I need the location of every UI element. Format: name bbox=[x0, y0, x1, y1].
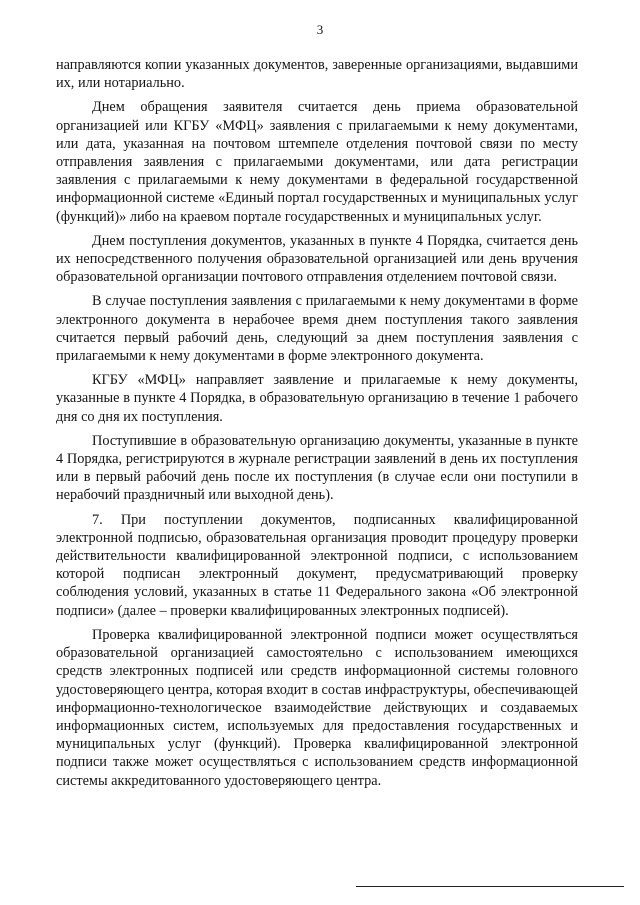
paragraph-mfc-forwarding: КГБУ «МФЦ» направляет заявление и прилагаемые к нему документы, указанные в пункте 4 Порядка, в образовательную организацию в течение 1 рабочего дня со дня их поступления. bbox=[56, 372, 578, 425]
paragraph-signature-verification: Проверка квалифицированной электронной подписи может осуществляться образовательной организацией самостоятельно с использованием имеющихся средств электронных подписей или средств информационной системы головного удостоверяющего центра, которая входит в состав инфраструктуры, обеспечивающей информационно-технологическое взаимодействие действующих и создаваемых информационных систем, используемых для предоставления государственных и муниципальных услуг (функций). Проверка квалифицированной электронной подписи также может осуществляться с использованием средств информационной системы аккредитованного удостоверяющего центра. bbox=[56, 626, 578, 789]
paragraph-receipt-date: Днем поступления документов, указанных в пункте 4 Порядка, считается день их непосредственного получения образовательной организацией или день вручения образовательной организации почтового отправления отделением почтовой связи. bbox=[56, 232, 578, 286]
page-number: 3 bbox=[316, 22, 324, 37]
paragraph-electronic-nonworking: В случае поступления заявления с прилагаемыми к нему документами в форме электронного документа в нерабочее время днем поступления такого заявления считается первый рабочий день, следующий за днем поступления заявления с прилагаемыми к нему документами в форме электронного документа. bbox=[56, 293, 578, 365]
paragraph-copies: направляются копии указанных документов, заверенные организациями, выдавшими их, или нотариально. bbox=[56, 57, 578, 92]
footer-divider bbox=[356, 886, 624, 887]
paragraph-registration: Поступившие в образовательную организацию документы, указанные в пункте 4 Порядка, регистрируются в журнале регистрации заявлений в день их поступления или в первый рабочий день после их поступления (в случае если они поступили в нерабочий праздничный или выходной день). bbox=[56, 432, 578, 504]
paragraph-application-date: Днем обращения заявителя считается день приема образовательной организацией или КГБУ «МФЦ» заявления с прилагаемыми к нему документами, или дата, указанная на почтовом штемпеле отделения почтовой связи по месту отправления заявления с прилагаемыми документами, или дата регистрации заявления с прилагаемыми к нему документами в федеральной государственной информационной системе «Единый портал государственных и муниципальных услуг (функций)» либо на краевом портале государственных и муниципальных услуг. bbox=[56, 99, 578, 225]
paragraph-item-7: 7. При поступлении документов, подписанных квалифицированной электронной подписью, образовательная организация проводит процедуру проверки действительности квалифицированной электронной подписи, с использованием которой подписан электронный документ, предусматривающий проверку соблюдения условий, указанных в статье 11 Федерального закона «Об электронной подписи» (далее – проверки квалифицированных электронных подписей). bbox=[56, 511, 578, 619]
document-body bbox=[56, 56, 578, 796]
